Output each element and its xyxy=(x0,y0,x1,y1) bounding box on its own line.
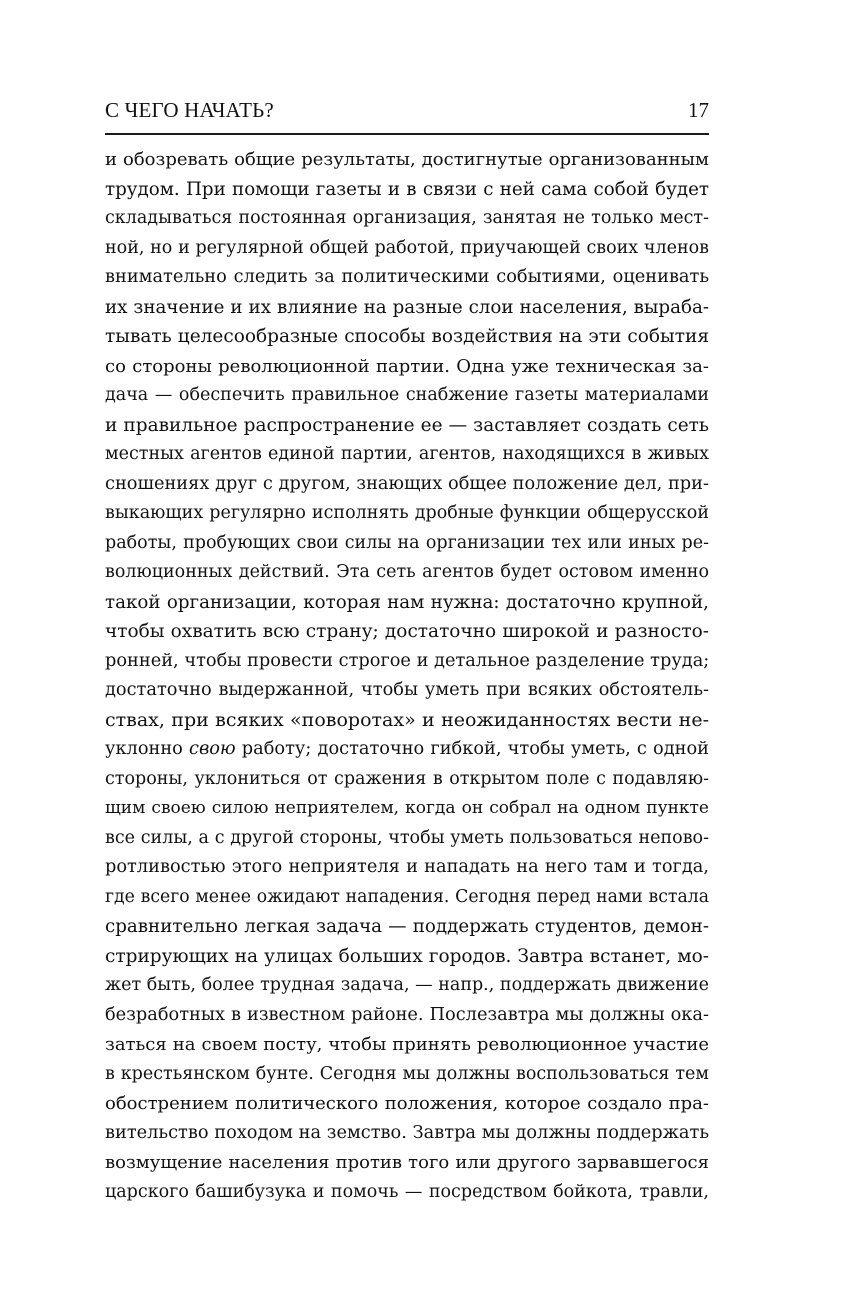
text-line: чтобы охватить всю страну; достаточно широкой и разносто- xyxy=(105,621,709,642)
text-segment: уклонно xyxy=(105,739,190,759)
text-line: выкающих регулярно исполнять дробные функции общерусской xyxy=(105,503,709,523)
italic-emphasis: свою xyxy=(189,739,236,759)
text-line-with-italic xyxy=(105,735,709,765)
text-line: сношениях друг с другом, знающих общее положение дел, при- xyxy=(105,473,709,494)
text-line: стрирующих на улицах больших городов. Завтра встанет, мо- xyxy=(105,945,709,967)
text-line: обострением политического положения, которое создало пра- xyxy=(105,1093,709,1114)
text-line: где всего менее ожидают нападения. Сегодня перед нами встала xyxy=(105,886,709,907)
text-line: царского башибузука и помочь — посредством бойкота, травли, xyxy=(105,1181,709,1202)
text-line: тывать целесообразные способы воздействия на эти события xyxy=(105,326,709,347)
text-line: трудом. При помощи газеты и в связи с ней сама собой будет xyxy=(105,178,709,200)
text-line: сравнительно легкая задача — поддержать студентов, демон- xyxy=(105,916,709,937)
text-line: заться на своем посту, чтобы принять революционное участие xyxy=(105,1034,709,1055)
text-line: ствах, при всяких «поворотах» и неожиданностях вести не- xyxy=(105,708,709,731)
text-line: достаточно выдержанной, чтобы уметь при всяких обстоятель- xyxy=(105,680,709,700)
text-line: все силы, а с другой стороны, чтобы уметь пользоваться непово- xyxy=(105,827,709,848)
text-line: такой организации, которая нам нужна: достаточно крупной, xyxy=(105,591,709,613)
text-line: местных агентов единой партии, агентов, находящихся в живых xyxy=(105,444,709,464)
text-line: безработных в известном районе. Послезавтра мы должны ока- xyxy=(105,1004,709,1025)
text-line: их значение и их влияние на разные слои населения, выраба- xyxy=(105,296,709,318)
text-line: волюционных действий. Эта сеть агентов будет остовом именно xyxy=(105,562,709,582)
text-line: жет быть, более трудная задача, — напр., поддержать движение xyxy=(105,975,709,995)
text-line: внимательно следить за политическими событиями, оценивать xyxy=(105,267,709,287)
body-text xyxy=(105,145,709,1207)
text-line: и правильное распространение ее — заставляет создать сеть xyxy=(105,414,709,436)
text-line: в крестьянском бунте. Сегодня мы должны воспользоваться тем xyxy=(105,1063,709,1084)
header-rule xyxy=(105,133,709,135)
text-line: щим своею силою неприятелем, когда он собрал на одном пункте xyxy=(105,798,709,818)
text-line: дача — обеспечить правильное снабжение газеты материалами xyxy=(105,385,709,405)
text-segment: работу; достаточно гибкой, чтобы уметь, с одной xyxy=(235,739,709,759)
text-line: вительство походом на земство. Завтра мы должны поддержать xyxy=(105,1122,709,1143)
text-line: ной, но и регулярной общей работой, приучающей своих членов xyxy=(105,237,709,258)
running-head xyxy=(105,95,709,125)
text-line: возмущение населения против того или другого зарвавшегося xyxy=(105,1152,709,1173)
text-line: складываться постоянная организация, занятая не только мест- xyxy=(105,208,709,228)
text-line: ронней, чтобы провести строгое и детальное разделение труда; xyxy=(105,650,709,671)
text-line: стороны, уклониться от сражения в открытом поле с подавляю- xyxy=(105,768,709,789)
running-title: С ЧЕГО НАЧАТЬ? xyxy=(105,98,274,122)
text-line: и обозревать общие результаты, достигнутые организованным xyxy=(105,149,709,170)
text-line: работы, пробующих свои силы на организации тех или иных ре- xyxy=(105,532,709,553)
page-number: 17 xyxy=(688,98,709,122)
text-line: со стороны революционной партии. Одна уже техническая за- xyxy=(105,355,709,377)
text-line: ротливостью этого неприятеля и нападать на него там и тогда, xyxy=(105,857,709,877)
